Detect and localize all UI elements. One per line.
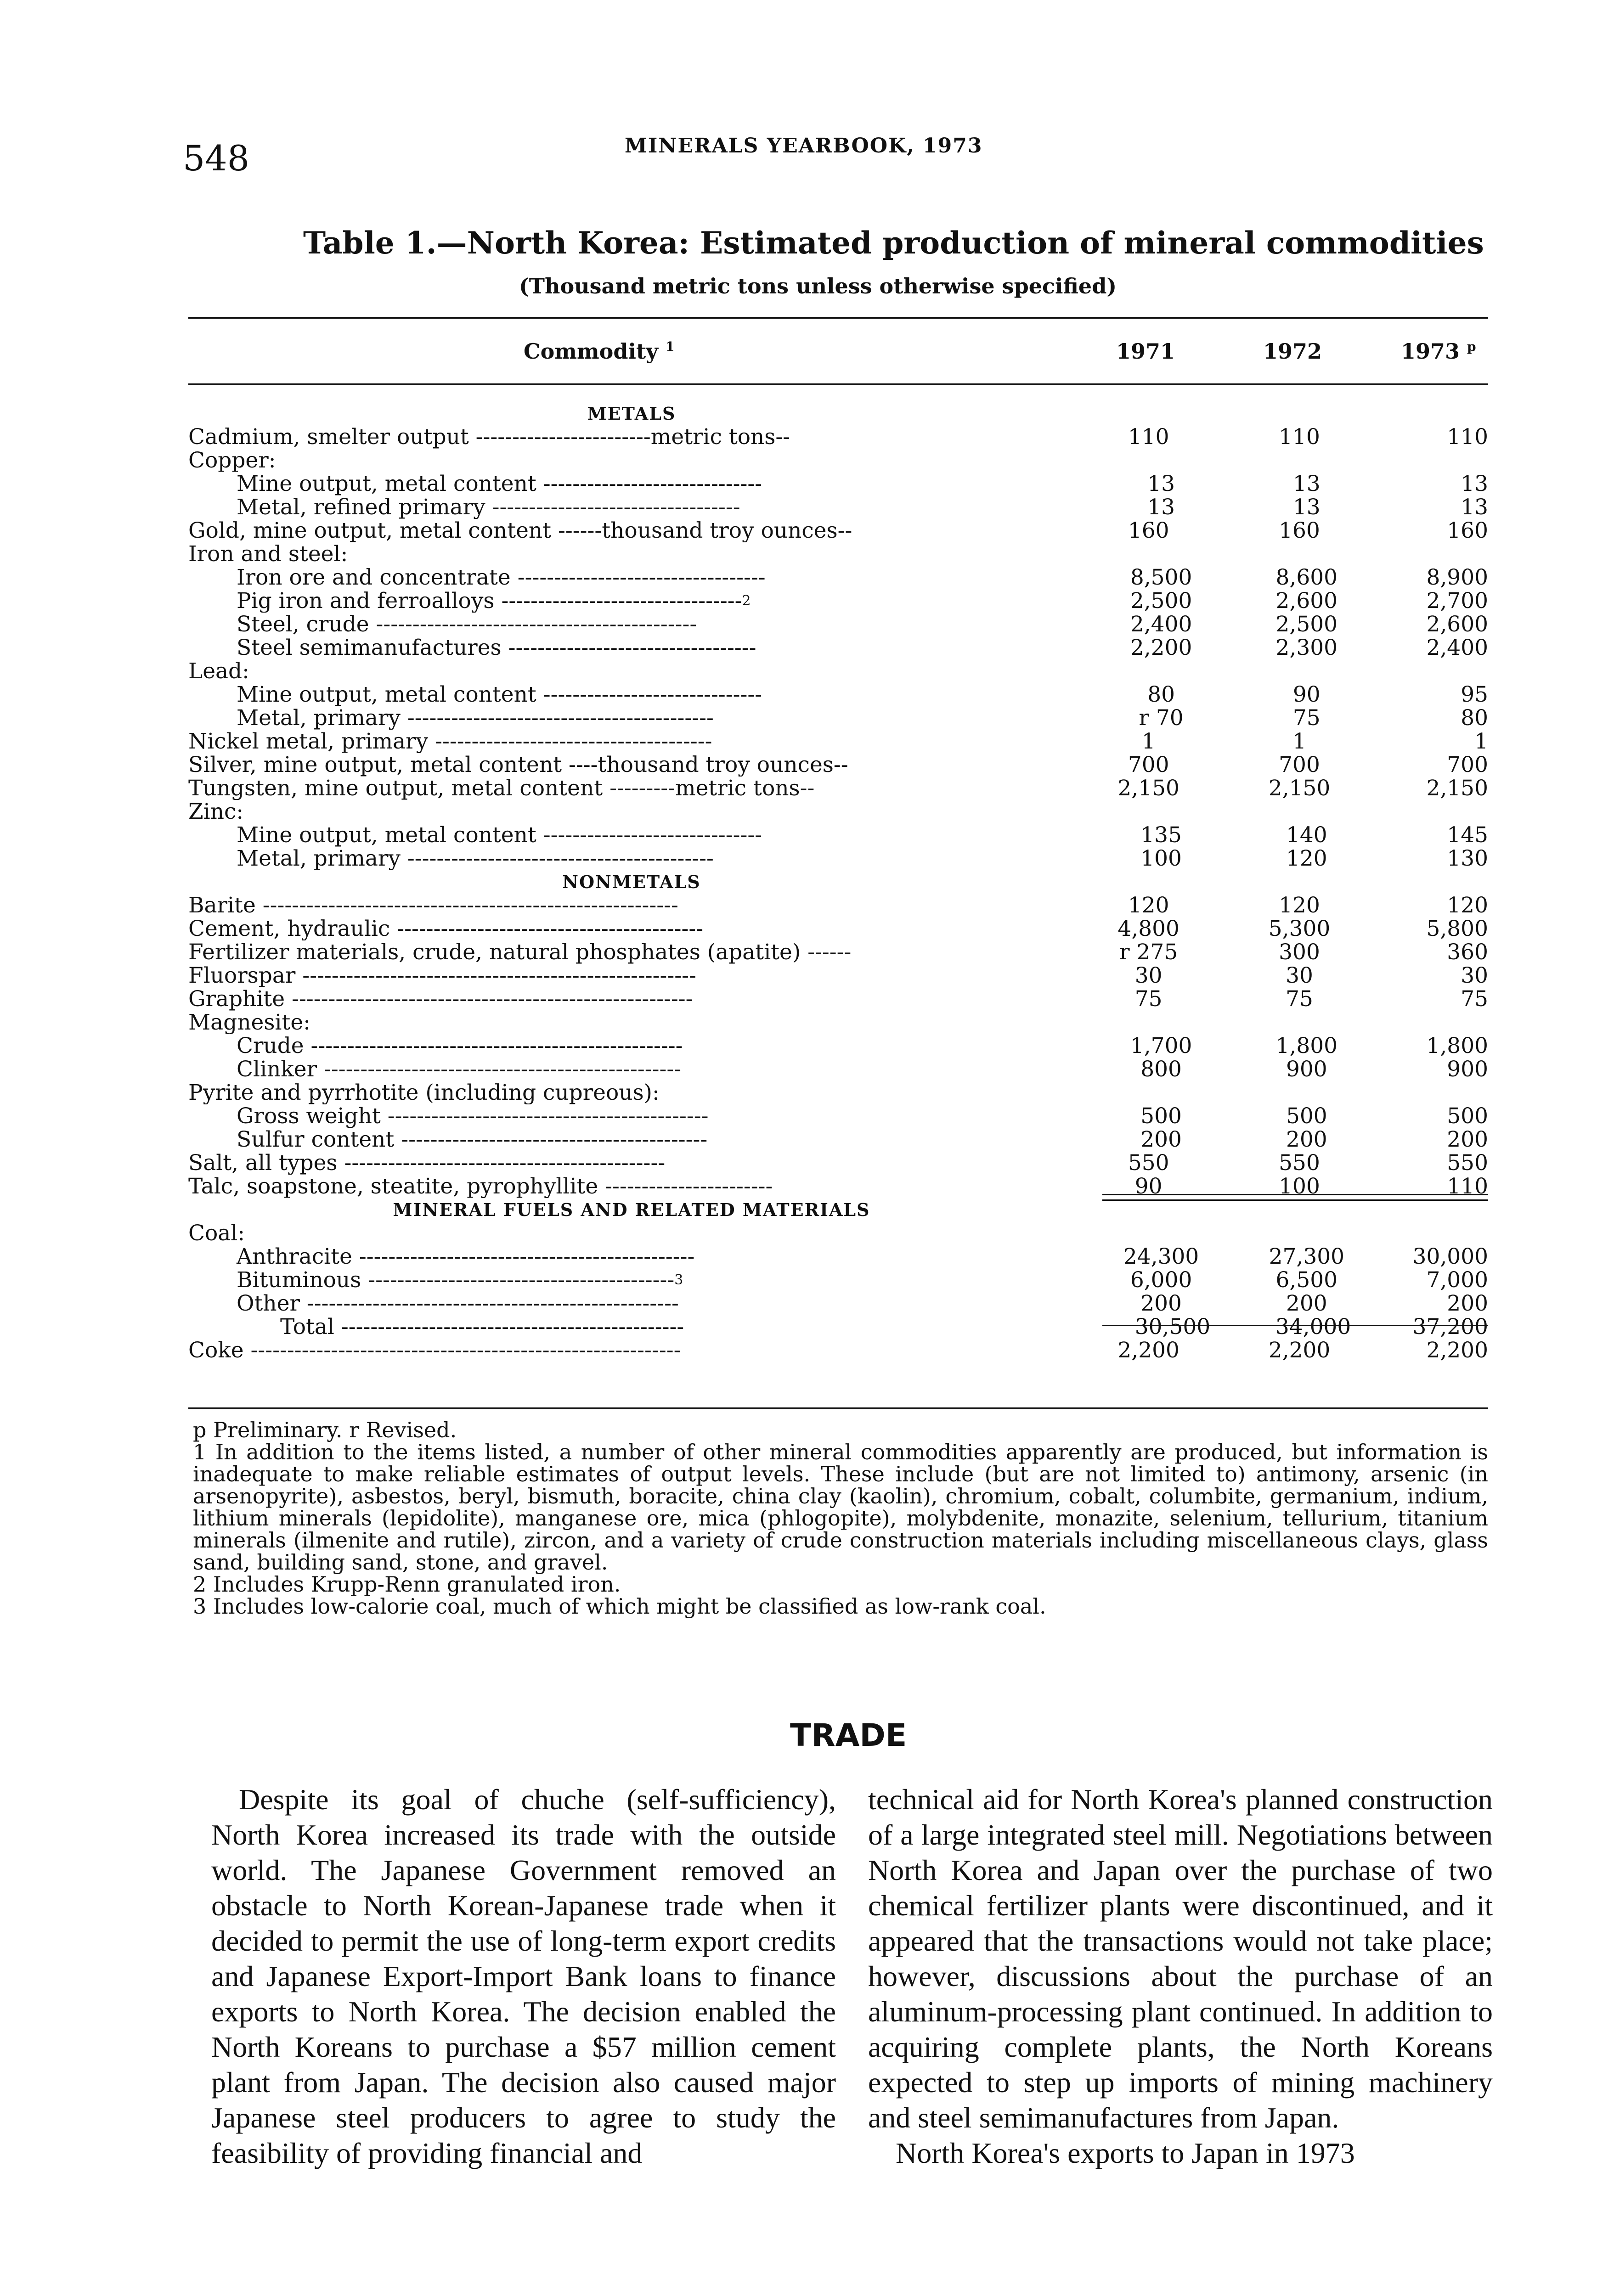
cell-1973: 80: [1461, 705, 1489, 731]
cell-1972: 110: [1279, 424, 1320, 450]
cell-1972: 13: [1292, 471, 1320, 496]
table-row: [188, 706, 1488, 730]
row-label: Anthracite ----------------------------------------------: [237, 1245, 695, 1268]
cell-1971: 120: [1128, 893, 1169, 918]
body-column-right-tail: North Korea's exports to Japan in 1973: [896, 2137, 1355, 2169]
cell-1972: 300: [1279, 940, 1320, 965]
cell-1971: 30: [1134, 963, 1162, 988]
row-label: Coke -----------------------------------------------------------: [188, 1339, 681, 1362]
table-row: [188, 636, 1488, 659]
cell-1972: 27,300: [1269, 1244, 1345, 1269]
cell-1973: 110: [1447, 424, 1488, 450]
running-title: MINERALS YEARBOOK, 1973: [625, 134, 983, 158]
cell-1972: 30: [1286, 963, 1313, 988]
table-row: [188, 823, 1488, 847]
cell-1972: 2,200: [1268, 1338, 1331, 1363]
table-row: [188, 730, 1488, 753]
cell-1972: 34,000: [1275, 1314, 1351, 1339]
cell-1973: 30: [1461, 963, 1488, 988]
cell-1971: 500: [1140, 1103, 1182, 1129]
cell-1971: 800: [1140, 1057, 1182, 1082]
row-label: Steel semimanufactures ----------------------------------: [237, 636, 756, 659]
cell-1971: 700: [1128, 752, 1169, 777]
footnote-p-r: p Preliminary. r Revised.: [193, 1418, 457, 1442]
row-label: Crude ---------------------------------------------------: [237, 1034, 683, 1058]
table-row: [188, 917, 1488, 940]
table-bottom-rule: [188, 1407, 1488, 1409]
cell-1971: 24,300: [1123, 1244, 1199, 1269]
cell-1971: 2,500: [1130, 588, 1192, 613]
cell-1972: 200: [1286, 1291, 1327, 1316]
cell-1972: 1,800: [1275, 1033, 1338, 1058]
cell-1972: 90: [1292, 682, 1320, 707]
table-row: [188, 683, 1488, 706]
table-row: [188, 1339, 1488, 1362]
cell-1971: 80: [1147, 682, 1175, 707]
body-column-right: [868, 1782, 1493, 2171]
cell-1973: 1,800: [1426, 1033, 1489, 1058]
row-label: Silver, mine output, metal content ----thousand troy ounces--: [188, 753, 848, 777]
row-label: Total -----------------------------------------------: [280, 1315, 684, 1339]
row-label: Metal, primary ------------------------------------------: [237, 706, 714, 730]
row-label: Metal, refined primary ----------------------------------: [237, 495, 740, 519]
cell-1973: 145: [1447, 822, 1489, 848]
row-label: Fertilizer materials, crude, natural phosphates (apatite) ------: [188, 940, 852, 964]
cell-1971: 2,200: [1130, 635, 1192, 660]
table-row: [188, 566, 1488, 589]
table-row: [188, 964, 1488, 987]
cell-1973: 110: [1447, 1174, 1488, 1199]
column-header-1971: 1971: [1116, 339, 1175, 364]
table-row: [188, 1034, 1488, 1058]
table-row: [188, 800, 1488, 823]
row-label: Coal:: [188, 1221, 245, 1245]
cell-1971: 4,800: [1117, 916, 1179, 941]
row-label: Metal, primary ------------------------------------------: [237, 847, 714, 870]
cell-1973: 120: [1447, 893, 1488, 918]
cell-1971: 6,000: [1130, 1267, 1192, 1293]
row-label: Cement, hydraulic ------------------------------------------: [188, 917, 704, 940]
footnote-1: 1 In addition to the items listed, a number of other mineral commodities apparently are produced, but information is inadequate to make reliable estimates of output levels. These include (but are not limited to) antimony, arsenic (in arsenopyrite), asbestos, beryl, bismuth, boracite, china clay (kaolin), chromium, cobalt, columbite, germanium, indium, lithium minerals (lepidolite), manganese ore, mica (phlogopite), molybdenite, monazite, selenium, tellurium, titanium minerals (ilmenite and rutile), zircon, and a variety of crude construction materials including miscellaneous clays, glass sand, building sand, stone, and gravel.: [193, 1440, 1488, 1575]
cell-1971: 2,150: [1117, 776, 1179, 801]
table-row: [188, 542, 1488, 566]
row-label: Iron ore and concentrate ----------------------------------: [237, 566, 766, 589]
cell-1973: 2,200: [1426, 1338, 1488, 1363]
cell-1973: 500: [1447, 1103, 1489, 1129]
table-row: [188, 472, 1488, 495]
table-header-rule: [188, 383, 1488, 385]
cell-1972: 13: [1292, 495, 1320, 520]
table-row: [188, 777, 1488, 800]
table-row: [188, 894, 1488, 917]
talc-rule-double: [1102, 1199, 1488, 1201]
cell-1973: 2,600: [1426, 612, 1489, 637]
cell-1973: 75: [1461, 986, 1488, 1012]
cell-1972: 550: [1279, 1150, 1320, 1176]
body-column-left: Despite its goal of chuche (self-sufficiency), North Korea increased its trade with the outside world. The Japanese Government removed an obstacle to North Korean-Japanese trade when it decided to permit the use of long-term export credits and Japanese Export-Import Bank loans to finance exports to North Korea. The decision enabled the North Koreans to purchase a $57 million cement plant from Japan. The decision also caused major Japanese steel producers to agree to study the feasibility of providing financial and: [211, 1783, 836, 2169]
table-row: [188, 1058, 1488, 1081]
cell-1973: 7,000: [1426, 1267, 1489, 1293]
footnote-2: 2 Includes Krupp-Renn granulated iron.: [193, 1572, 621, 1597]
cell-1972: 160: [1279, 518, 1320, 543]
cell-1973: 8,900: [1426, 565, 1489, 590]
cell-1971: 100: [1140, 846, 1182, 871]
table-row: [188, 449, 1488, 472]
body-column-right-text: technical aid for North Korea's planned construction of a large integrated steel mill. Negotiations between North Korea and Japan over the purchase of two chemical fertilizer plants were discontinued, and it appeared that the transactions would not take place; however, discussions about the purchase of an aluminum-processing plant continued. In addition to acquiring complete plants, the North Koreans expected to step up imports of mining machinery and steel semimanufactures from Japan.: [868, 1783, 1493, 2134]
table-row: [188, 753, 1488, 777]
cell-1971: 2,400: [1130, 612, 1192, 637]
cell-1973: 130: [1447, 846, 1489, 871]
table-body: [188, 402, 1488, 1362]
row-label: Talc, soapstone, steatite, pyrophyllite -----------------------: [188, 1175, 773, 1198]
cell-1973: 900: [1447, 1057, 1489, 1082]
cell-1971: 200: [1140, 1291, 1182, 1316]
cell-1972: 2,500: [1275, 612, 1338, 637]
cell-1971: r 70: [1139, 705, 1184, 731]
total-rule: [1102, 1325, 1488, 1326]
cell-1973: 360: [1447, 940, 1488, 965]
cell-1972: 500: [1286, 1103, 1327, 1129]
cell-1973: 13: [1461, 471, 1489, 496]
cell-1973: 550: [1447, 1150, 1488, 1176]
cell-1973: 95: [1461, 682, 1489, 707]
section-heading-trade: TRADE: [790, 1717, 907, 1754]
row-label: Magnesite:: [188, 1011, 311, 1034]
cell-1972: 6,500: [1275, 1267, 1338, 1293]
cell-1973: 1: [1474, 729, 1488, 754]
cell-1971: 13: [1147, 495, 1175, 520]
cell-1971: 1: [1141, 729, 1156, 754]
cell-1972: 75: [1292, 705, 1320, 731]
cell-1971: 8,500: [1130, 565, 1192, 590]
page-number: 548: [183, 138, 250, 179]
table-caption: Table 1.—North Korea: Estimated production of mineral commodities: [303, 225, 1484, 261]
row-label: Fluorspar ------------------------------------------------------: [188, 964, 696, 987]
table-row: [188, 1315, 1488, 1339]
row-label: METALS: [587, 403, 676, 424]
cell-1972: 5,300: [1268, 916, 1331, 941]
cell-1972: 1: [1292, 729, 1306, 754]
cell-1971: 110: [1128, 424, 1169, 450]
row-label: Lead:: [188, 659, 249, 683]
cell-1973: 160: [1447, 518, 1488, 543]
table-row: [188, 589, 1488, 613]
column-header-commodity: Commodity $^1$: [524, 339, 675, 364]
cell-1971: 1,700: [1130, 1033, 1192, 1058]
row-label: Iron and steel:: [188, 542, 348, 566]
cell-1972: 900: [1286, 1057, 1327, 1082]
table-row: [188, 1245, 1488, 1268]
cell-1973: 2,700: [1426, 588, 1489, 613]
table-row: [188, 1151, 1488, 1175]
cell-1972: 2,300: [1275, 635, 1338, 660]
cell-1973: 2,400: [1426, 635, 1489, 660]
cell-1972: 120: [1286, 846, 1327, 871]
row-label: Bituminous ------------------------------------------$^3$: [237, 1268, 683, 1292]
cell-1971: 13: [1147, 471, 1175, 496]
table-row: [188, 847, 1488, 870]
cell-1973: 200: [1447, 1291, 1489, 1316]
row-label: Mine output, metal content ------------------------------: [237, 823, 762, 847]
cell-1972: 2,600: [1275, 588, 1338, 613]
cell-1971: 160: [1128, 518, 1169, 543]
cell-1973: 13: [1461, 495, 1489, 520]
footnote-3: 3 Includes low-calorie coal, much of which might be classified as low-rank coal.: [193, 1594, 1046, 1619]
table-row: [188, 940, 1488, 964]
cell-1971: 75: [1134, 986, 1162, 1012]
column-header-1972: 1972: [1263, 339, 1322, 364]
row-label: Steel, crude --------------------------------------------: [237, 613, 697, 636]
cell-1971: 30,500: [1134, 1314, 1211, 1339]
column-header-1973: 1973 $^p$: [1401, 339, 1476, 364]
cell-1973: 37,200: [1412, 1314, 1488, 1339]
talc-rule: [1102, 1194, 1488, 1195]
cell-1971: r 275: [1119, 940, 1178, 965]
row-label: Clinker -------------------------------------------------: [237, 1058, 682, 1081]
table-section-heading: [188, 870, 1488, 894]
row-label: Mine output, metal content ------------------------------: [237, 472, 762, 495]
row-label: Mine output, metal content ------------------------------: [237, 683, 762, 706]
row-label: Cadmium, smelter output ------------------------metric tons--: [188, 425, 790, 449]
table-row: [188, 1104, 1488, 1128]
table-row: [188, 1221, 1488, 1245]
row-label: Salt, all types --------------------------------------------: [188, 1151, 666, 1175]
table-row: [188, 519, 1488, 542]
table-row: [188, 425, 1488, 449]
table-subcaption: (Thousand metric tons unless otherwise specified): [519, 274, 1117, 298]
cell-1972: 75: [1286, 986, 1313, 1012]
cell-1973: 30,000: [1412, 1244, 1489, 1269]
row-label: Sulfur content ------------------------------------------: [237, 1128, 708, 1151]
table-section-heading: [188, 402, 1488, 425]
cell-1971: 2,200: [1117, 1338, 1179, 1363]
table-row: [188, 495, 1488, 519]
row-label: Nickel metal, primary --------------------------------------: [188, 730, 712, 753]
cell-1972: 700: [1279, 752, 1320, 777]
footnotes: [193, 1419, 1488, 1617]
table-row: [188, 1128, 1488, 1151]
row-label: Graphite -------------------------------------------------------: [188, 987, 693, 1011]
table-row: [188, 1268, 1488, 1292]
cell-1971: 135: [1140, 822, 1182, 848]
row-label: Pig iron and ferroalloys ---------------------------------$^2$: [237, 589, 751, 613]
table-row: [188, 1292, 1488, 1315]
cell-1973: 200: [1447, 1127, 1489, 1152]
table-row: [188, 613, 1488, 636]
row-label: Gold, mine output, metal content ------thousand troy ounces--: [188, 519, 852, 542]
cell-1973: 700: [1447, 752, 1488, 777]
cell-1972: 120: [1279, 893, 1320, 918]
row-label: Zinc:: [188, 800, 244, 823]
cell-1971: 200: [1140, 1127, 1182, 1152]
table-row: [188, 659, 1488, 683]
cell-1973: 2,150: [1426, 776, 1488, 801]
cell-1972: 140: [1286, 822, 1327, 848]
cell-1972: 8,600: [1275, 565, 1338, 590]
cell-1972: 100: [1279, 1174, 1320, 1199]
row-label: Pyrite and pyrrhotite (including cupreous):: [188, 1081, 660, 1104]
cell-1972: 200: [1286, 1127, 1327, 1152]
row-label: Tungsten, mine output, metal content ---------metric tons--: [188, 777, 815, 800]
cell-1972: 2,150: [1268, 776, 1331, 801]
table-top-rule: [188, 317, 1488, 319]
cell-1971: 90: [1134, 1174, 1162, 1199]
row-label: Copper:: [188, 449, 276, 472]
cell-1971: 550: [1128, 1150, 1169, 1176]
table-section-heading: [188, 1198, 1488, 1221]
row-label: Barite ---------------------------------------------------------: [188, 894, 678, 917]
cell-1973: 5,800: [1426, 916, 1488, 941]
table-row: [188, 1011, 1488, 1034]
row-label: Other ---------------------------------------------------: [237, 1292, 679, 1315]
row-label: Gross weight --------------------------------------------: [237, 1104, 709, 1128]
row-label: MINERAL FUELS AND RELATED MATERIALS: [393, 1199, 870, 1220]
table-row: [188, 987, 1488, 1011]
row-label: NONMETALS: [562, 872, 701, 892]
table-row: [188, 1081, 1488, 1104]
